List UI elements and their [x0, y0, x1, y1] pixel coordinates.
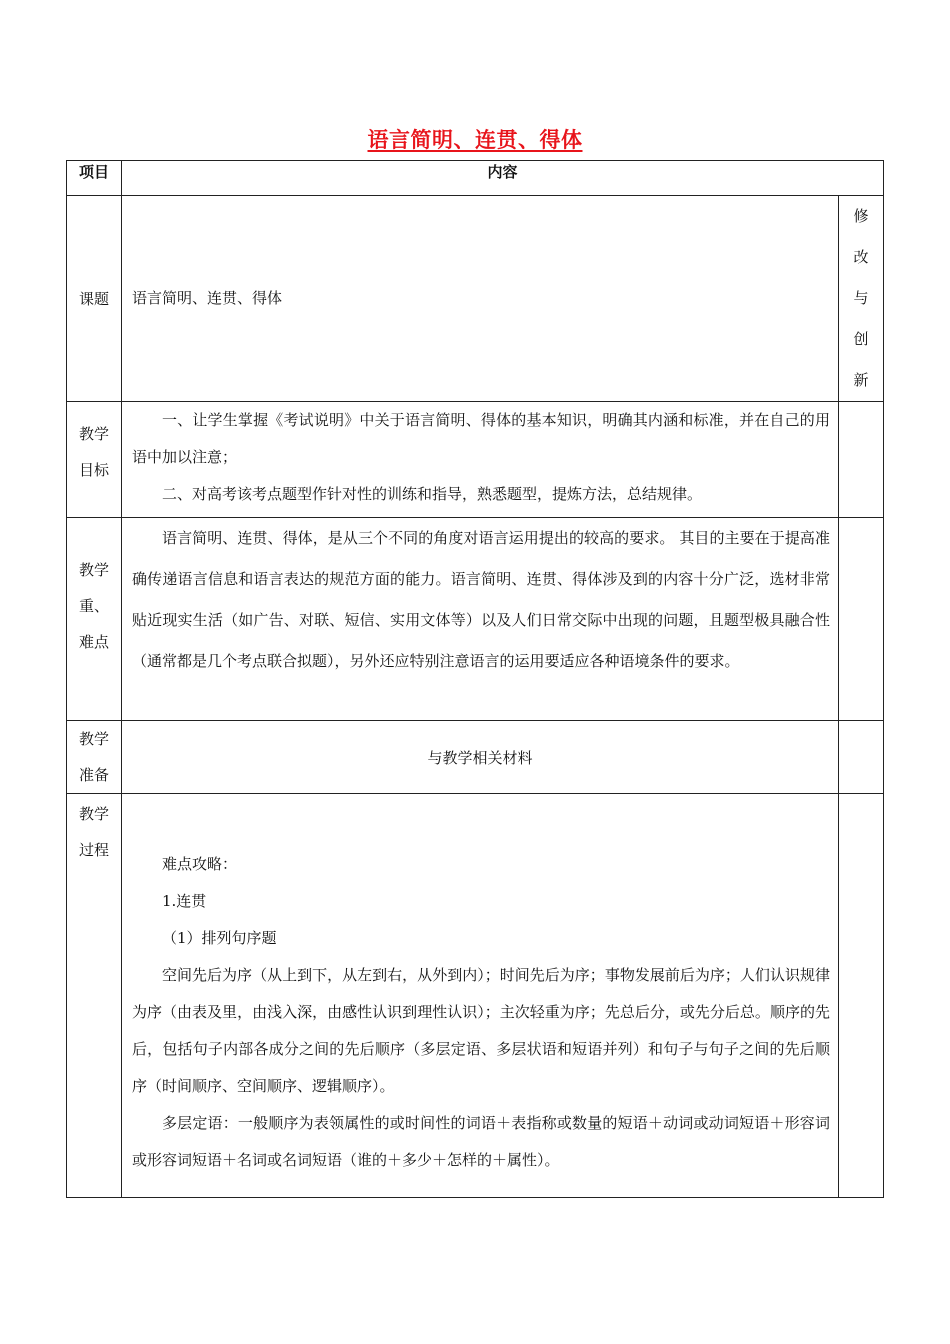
goals-paragraph-1: 一、让学生掌握《考试说明》中关于语言简明、得体的基本知识，明确其内涵和标准，并在自己的用语中加以注意； [132, 411, 830, 466]
prep-row [67, 721, 884, 794]
process-paragraph-2: 多层定语：一般顺序为表领属性的或时间性的词语＋表指称或数量的短语＋动词或动词短语＋形容词或形容词短语＋名词或名词短语（谁的＋多少＋怎样的＋属性）。 [132, 1114, 830, 1169]
focus-paragraph: 语言简明、连贯、得体，是从三个不同的角度对语言运用提出的较高的要求。 其目的主要在于提高准确传递语言信息和语言表达的规范方面的能力。语言简明、连贯、得体涉及到的内容十分广泛，选材非常贴近现实生活（如广告、对联、短信、实用文体等）以及人们日常交际中出现的问题，且题型极具融合性（通常都是几个考点联合拟题），另外还应特别注意语言的运用要适应各种语境条件的要求。 [132, 529, 830, 670]
process-notes [838, 794, 883, 1198]
process-section: 1.连贯 [162, 892, 207, 910]
focus-row [67, 518, 884, 721]
header-item: 项目 [67, 161, 122, 196]
process-row [67, 794, 884, 1198]
prep-label: 教学 准备 [67, 721, 122, 794]
header-content: 内容 [122, 161, 884, 196]
revision-column: 修 改 与 创 新 [838, 196, 883, 402]
prep-notes [838, 721, 883, 794]
process-heading: 难点攻略： [162, 855, 238, 873]
topic-text: 语言简明、连贯、得体 [132, 289, 283, 307]
process-paragraph-1: 空间先后为序（从上到下，从左到右，从外到内）；时间先后为序；事物发展前后为序；人们认识规律为序（由表及里，由浅入深，由感性认识到理性认识）；主次轻重为序；先总后分，或先分后总。顺序的先后，包括句子内部各成分之间的先后顺序（多层定语、多层状语和短语并列）和句子与句子之间的先后顺序（时间顺序、空间顺序、逻辑顺序）。 [132, 966, 830, 1095]
goals-notes [838, 402, 883, 518]
lesson-plan-table [66, 160, 884, 1198]
goals-paragraph-2: 二、对高考该考点题型作针对性的训练和指导，熟悉题型，提炼方法，总结规律。 [162, 485, 703, 503]
focus-notes [838, 518, 883, 721]
topic-label: 课题 [67, 196, 122, 402]
header-row [67, 161, 884, 196]
process-label: 教学 过程 [67, 794, 122, 1198]
document-title: 语言简明、连贯、得体 [367, 128, 583, 152]
focus-label: 教学 重、 难点 [67, 518, 122, 721]
topic-row [67, 196, 884, 402]
goals-row [67, 402, 884, 518]
prep-text: 与教学相关材料 [122, 721, 839, 794]
process-subsection: （1）排列句序题 [162, 929, 277, 947]
goals-label: 教学 目标 [67, 402, 122, 518]
